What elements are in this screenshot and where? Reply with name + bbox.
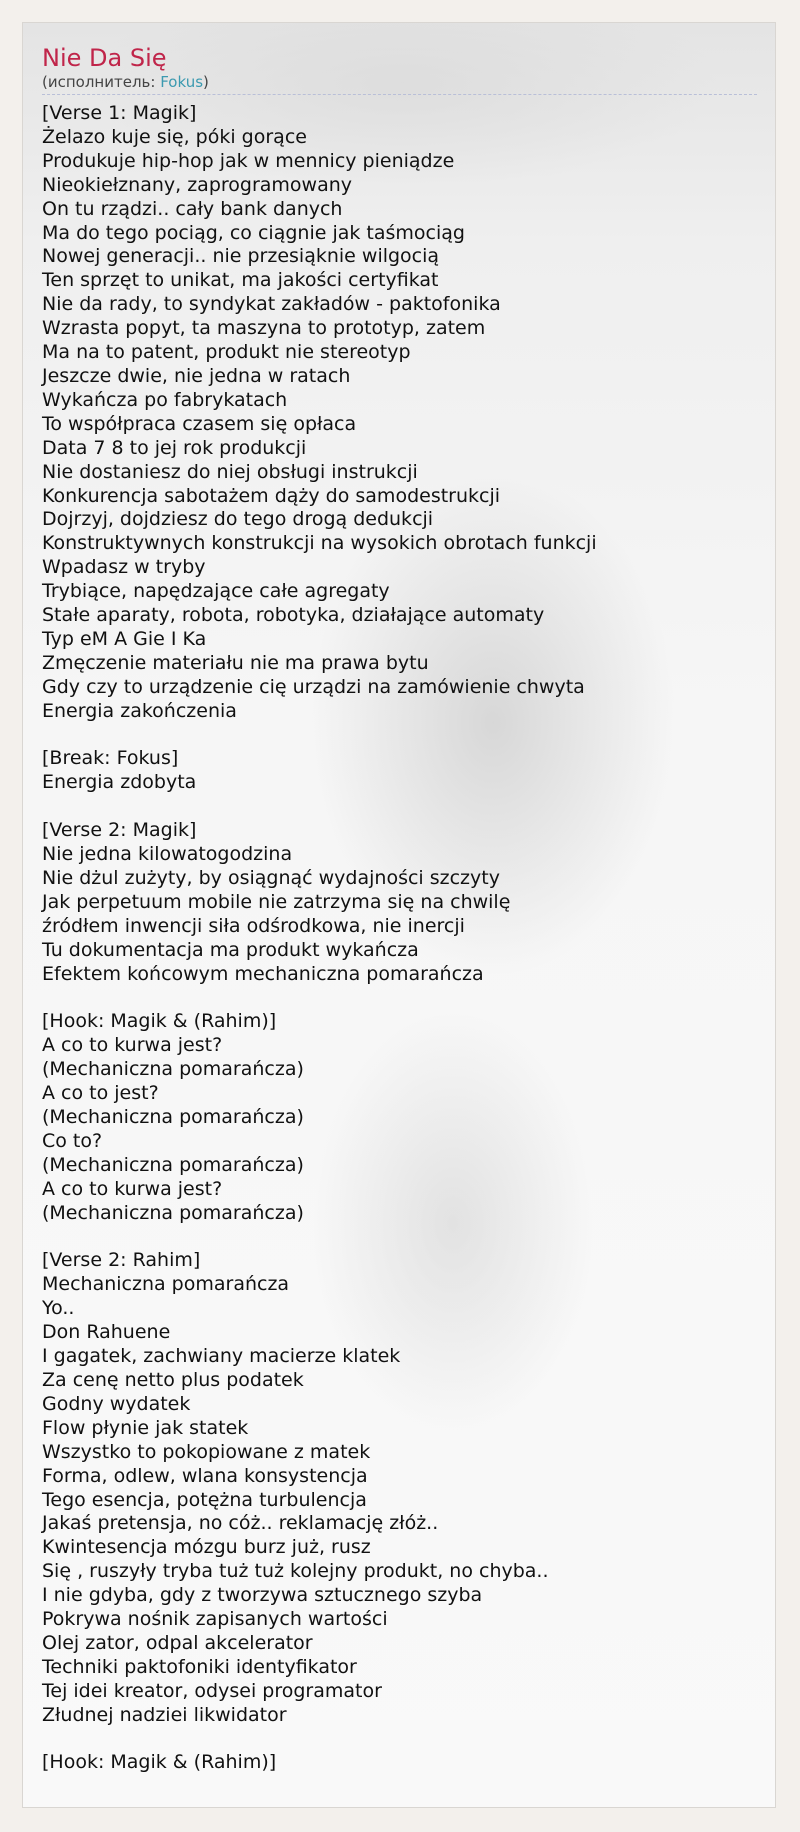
lyric-line: Zmęczenie materiału nie ma prawa bytu <box>42 651 429 674</box>
lyric-line: I gagatek, zachwiany macierze klatek <box>42 1345 401 1368</box>
lyric-line: Żelazo kuje się, póki gorące <box>42 125 307 148</box>
lyric-line: Mechaniczna pomarańcza <box>42 1273 290 1296</box>
lyric-line: Dojrzyj, dojdziesz do tego drogą dedukcji <box>42 508 434 531</box>
lyric-line: A co to kurwa jest? <box>42 1034 223 1057</box>
lyric-line: Nie dostaniesz do niej obsługi instrukcji <box>42 460 418 483</box>
lyric-line <box>42 1728 757 1752</box>
lyric-line: Wykańcza po fabrykatach <box>42 388 288 411</box>
lyric-line: Trybiące, napędzające całe agregaty <box>42 580 390 603</box>
lyric-line: Pokrywa nośnik zapisanych wartości <box>42 1608 388 1631</box>
lyric-line: Olej zator, odpal akcelerator <box>42 1631 313 1654</box>
lyric-line: Wpadasz w tryby <box>42 556 206 579</box>
lyric-line <box>42 1226 757 1250</box>
lyric-line: Konkurencja sabotażem dąży do samodestrukcji <box>42 484 501 507</box>
lyric-line: (Mechaniczna pomarańcza) <box>42 1106 304 1129</box>
lyrics-section-label: [Verse 1: Magik] <box>42 102 197 124</box>
lyric-line: (Mechaniczna pomarańcza) <box>42 1201 304 1224</box>
lyric-line: Nie jedna kilowatogodzina <box>42 843 293 866</box>
lyric-line: Nowej generacji.. nie przesiąknie wilgocią <box>42 245 440 268</box>
lyric-line: Godny wydatek <box>42 1392 191 1415</box>
lyric-line: Się , ruszyły tryba tuż tuż kolejny produkt, no chyba.. <box>42 1560 549 1583</box>
lyric-line: Tego esencja, potężna turbulencja <box>42 1488 367 1511</box>
lyrics-text <box>42 102 757 1775</box>
lyric-line: Techniki paktofoniki identyfikator <box>42 1655 357 1678</box>
lyric-line: To współpraca czasem się opłaca <box>42 412 357 435</box>
lyric-line: (Mechaniczna pomarańcza) <box>42 1058 304 1081</box>
lyric-line: A co to jest? <box>42 1082 159 1105</box>
lyric-line: Jak perpetuum mobile nie zatrzyma się na chwilę <box>42 890 511 913</box>
lyric-line <box>42 724 757 748</box>
lyric-line: On tu rządzi.. cały bank danych <box>42 197 343 220</box>
lyric-line: Typ eM A Gie I Ka <box>42 627 207 650</box>
lyric-line: Kwintesencja mózgu burz już, rusz <box>42 1536 371 1559</box>
lyric-line: Nieokiełznany, zaprogramowany <box>42 173 353 196</box>
song-header <box>42 43 757 95</box>
lyric-line: Wzrasta popyt, ta maszyna to prototyp, zatem <box>42 317 486 340</box>
lyric-line: Wszystko to pokopiowane z matek <box>42 1440 371 1463</box>
song-title: Nie Da Się <box>42 44 167 72</box>
lyric-line: I nie gdyba, gdy z tworzywa sztucznego szyba <box>42 1584 483 1607</box>
lyric-line: Nie da rady, to syndykat zakładów - paktofonika <box>42 293 501 316</box>
lyrics-section-label: [Hook: Magik & (Rahim)] <box>42 1010 277 1033</box>
lyric-line: Energia zakończenia <box>42 699 237 722</box>
lyric-line: Don Rahuene <box>42 1321 171 1344</box>
lyric-line: Stałe aparaty, robota, robotyka, działające automaty <box>42 604 545 627</box>
lyric-line: Energia zdobyta <box>42 771 197 794</box>
lyric-line: (Mechaniczna pomarańcza) <box>42 1153 304 1176</box>
lyric-line: Tej idei kreator, odysei programator <box>42 1679 382 1702</box>
lyric-line: Ma na to patent, produkt nie stereotyp <box>42 341 411 364</box>
lyric-line: Data 7 8 to jej rok produkcji <box>42 436 307 459</box>
lyric-line: źródłem inwencji siła odśrodkowa, nie inercji <box>42 914 465 937</box>
lyric-line: Nie dżul zużyty, by osiągnąć wydajności szczyty <box>42 866 500 889</box>
lyric-line: Za cenę netto plus podatek <box>42 1368 304 1391</box>
lyric-line: Co to? <box>42 1129 103 1152</box>
lyrics-section-label: [Break: Fokus] <box>42 747 179 770</box>
lyric-line <box>42 987 757 1011</box>
lyrics-section-label: [Verse 2: Magik] <box>42 819 197 842</box>
lyric-line: Forma, odlew, wlana konsystencja <box>42 1464 368 1487</box>
lyric-line: Yo.. <box>42 1297 75 1320</box>
lyric-line: Jeszcze dwie, nie jedna w ratach <box>42 364 351 387</box>
performer-line <box>42 73 757 91</box>
lyric-line <box>42 795 757 819</box>
lyric-line: Tu dokumentacja ma produkt wykańcza <box>42 938 419 961</box>
performer-link[interactable]: Fokus <box>160 73 204 91</box>
lyrics-card <box>22 22 776 1808</box>
lyric-line: Efektem końcowym mechaniczna pomarańcza <box>42 962 484 985</box>
lyric-line: Złudnej nadziei likwidator <box>42 1703 287 1726</box>
lyric-line: A co to kurwa jest? <box>42 1177 223 1200</box>
performer-suffix: ) <box>203 73 209 91</box>
lyric-line: Flow płynie jak statek <box>42 1416 249 1439</box>
lyric-line: Jakaś pretensja, no cóż.. reklamację złóż.. <box>42 1512 439 1535</box>
lyric-line: Konstruktywnych konstrukcji na wysokich obrotach funkcji <box>42 532 597 555</box>
lyric-line: Ma do tego pociąg, co ciągnie jak taśmociąg <box>42 221 465 244</box>
lyric-line: Produkuje hip-hop jak w mennicy pieniądze <box>42 149 455 172</box>
lyrics-section-label: [Verse 2: Rahim] <box>42 1249 201 1272</box>
lyric-line: Ten sprzęt to unikat, ma jakości certyfikat <box>42 269 439 292</box>
performer-prefix: (исполнитель: <box>42 73 161 91</box>
lyric-line: Gdy czy to urządzenie cię urządzi na zamówienie chwyta <box>42 675 585 698</box>
lyrics-section-label: [Hook: Magik & (Rahim)] <box>42 1751 277 1774</box>
